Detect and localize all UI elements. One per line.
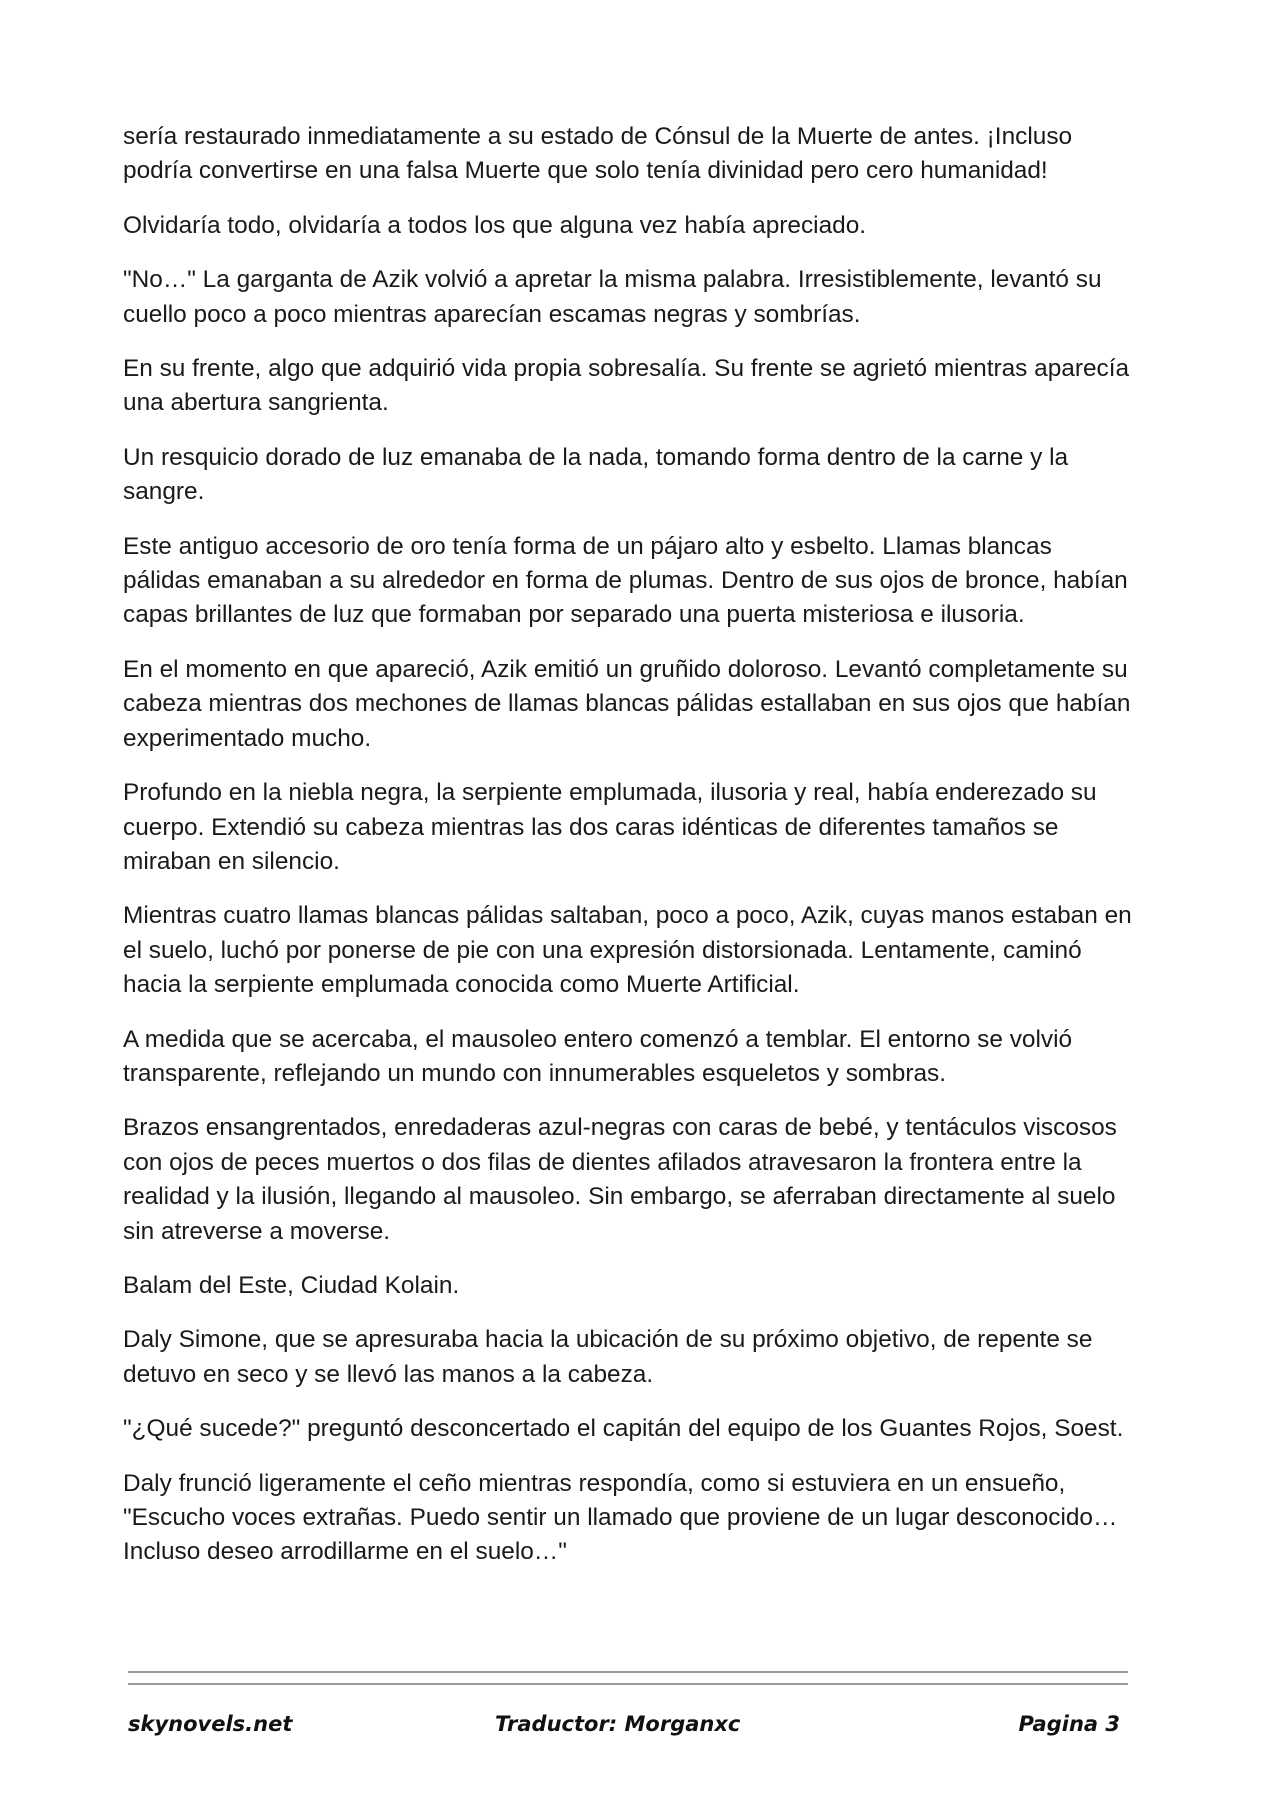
document-body [123,120,1133,1590]
page-footer [128,1712,1128,1744]
footer-site-name: skynovels.net [128,1712,293,1736]
paragraph: Brazos ensangrentados, enredaderas azul-negras con caras de bebé, y tentáculos viscosos con ojos de peces muertos o dos filas de dientes afilados atravesaron la frontera entre la realidad y la ilusión, llegando al mausoleo. Sin embargo, se aferraban directamente al suelo sin atreverse a moverse. [123,1114,1117,1245]
footer-translator-credit: Traductor: Morganxc [495,1712,741,1736]
paragraph: Este antiguo accesorio de oro tenía forma de un pájaro alto y esbelto. Llamas blancas pálidas emanaban a su alrededor en forma de plumas. Dentro de sus ojos de bronce, habían capas brillantes de luz que formaban por separado una puerta misteriosa e ilusoria. [123,532,1128,629]
paragraph: Mientras cuatro llamas blancas pálidas saltaban, poco a poco, Azik, cuyas manos estaban en el suelo, luchó por ponerse de pie con una expresión distorsionada. Lentamente, caminó hacia la serpiente emplumada conocida como Muerte Artificial. [123,902,1132,999]
paragraph: Balam del Este, Ciudad Kolain. [123,1271,460,1299]
footer-divider-top [128,1671,1128,1673]
paragraph: Daly frunció ligeramente el ceño mientras respondía, como si estuviera en un ensueño, "Escucho voces extrañas. Puedo sentir un llamado que proviene de un lugar desconocido… Incluso deseo arrodillarme en el suelo…" [123,1469,1118,1566]
paragraph: A medida que se acercaba, el mausoleo entero comenzó a temblar. El entorno se volvió transparente, reflejando un mundo con innumerables esqueletos y sombras. [123,1025,1073,1087]
paragraph: Olvidaría todo, olvidaría a todos los que alguna vez había apreciado. [123,211,867,239]
paragraph: Profundo en la niebla negra, la serpiente emplumada, ilusoria y real, había enderezado su cuerpo. Extendió su cabeza mientras las dos caras idénticas de diferentes tamaños se miraban en silencio. [123,779,1097,875]
footer-divider-bottom [128,1683,1128,1685]
paragraph: En el momento en que apareció, Azik emitió un gruñido doloroso. Levantó completamente su cabeza mientras dos mechones de llamas blancas pálidas estallaban en sus ojos que habían experimentado mucho. [123,655,1131,752]
paragraph: sería restaurado inmediatamente a su estado de Cónsul de la Muerte de antes. ¡Incluso podría convertirse en una falsa Muerte que solo tenía divinidad pero cero humanidad! [123,123,1073,185]
footer-page-number: Pagina 3 [1018,1712,1120,1736]
paragraph: "No…" La garganta de Azik volvió a apretar la misma palabra. Irresistiblemente, levantó su cuello poco a poco mientras aparecían escamas negras y sombrías. [123,266,1102,328]
paragraph: Daly Simone, que se apresuraba hacia la ubicación de su próximo objetivo, de repente se detuvo en seco y se llevó las manos a la cabeza. [123,1326,1093,1388]
paragraph: En su frente, algo que adquirió vida propia sobresalía. Su frente se agrietó mientras aparecía una abertura sangrienta. [123,355,1130,417]
paragraph: Un resquicio dorado de luz emanaba de la nada, tomando forma dentro de la carne y la sangre. [123,443,1069,506]
paragraph: "¿Qué sucede?" preguntó desconcertado el capitán del equipo de los Guantes Rojos, Soest. [123,1415,1124,1443]
